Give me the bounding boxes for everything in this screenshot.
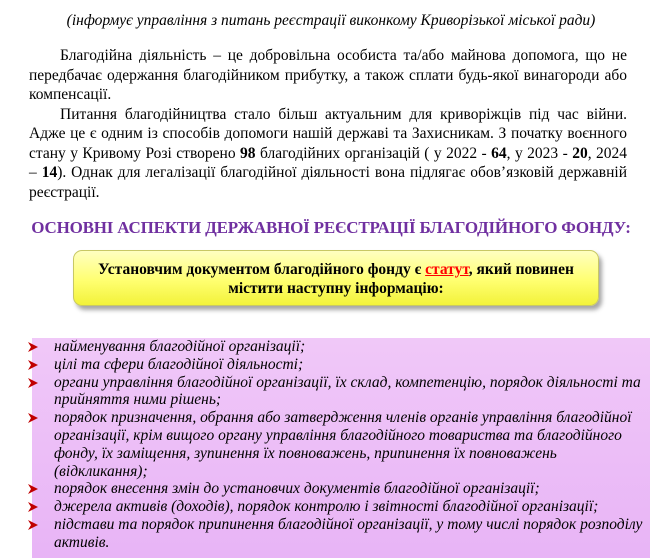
stats-text: , у 2023 - [506,144,573,162]
list-item-text: органи управління благодійної організації, їх склад, компетенцію, порядок діяльності та прийняття ними рішень; [54,373,641,409]
arrowhead-bullet-icon [28,502,38,512]
list-item [24,480,648,498]
arrowhead-bullet-icon [28,342,38,352]
arrowhead-bullet-icon [28,378,38,388]
stat-total: 98 [240,144,256,162]
section-title: ОСНОВНІ АСПЕКТИ ДЕРЖАВНОЇ РЕЄСТРАЦІЇ БЛАГОДІЙНОГО ФОНДУ: [31,218,631,237]
paragraph-definition: Благодійна діяльність – це добровільна особиста та/або майнова допомога, що не передбачає одержання благодійником прибутку, а також сплати будь-якої винагороди або компенсації. [29,47,627,103]
paragraph-statistics [29,105,627,203]
list-item-text: цілі та сфери благодійної діяльності; [54,355,304,373]
requirements-list [24,338,648,552]
stats-text: ). Однак для легалізації благодійної діяльності вона підлягає обов’язковій державній реєстрації. [29,164,627,201]
callout-text: Установчим документом благодійного фонду є [98,261,426,278]
source-note: (інформує управління з питань реєстрації виконкому Криворізької міської ради) [66,12,596,29]
callout-text: , який повинен містити наступну інформацію: [228,261,574,297]
stat-2023: 20 [572,144,588,162]
list-item-text: найменування благодійної організації; [54,338,306,355]
arrowhead-bullet-icon [28,360,38,370]
stats-text: Питання благодійництва стало більш актуальним для криворіжців під час війни. Адже це є одним із способів допомоги нашій державі та Захисникам. З початку воєнного стану у Кривому Розі створено [29,105,627,162]
stat-2022: 64 [491,144,507,162]
arrowhead-bullet-icon [28,520,38,530]
stats-text: , 2024 – [29,144,628,181]
list-item [24,409,648,480]
list-item [24,356,648,374]
list-item [24,516,648,552]
stat-2024: 14 [41,164,58,181]
list-item [24,498,648,516]
charter-callout [73,250,599,306]
list-item-text: порядок призначення, обрання або затвердження членів органів управління благодійної організації, крім вищого органу управління благодійного товариства та благодійного фонду, їх заміщення, зупинення їх повноважень, припинення їх повноважень (відкликання); [54,409,632,480]
list-item [24,338,648,356]
list-item [24,374,648,410]
list-item-text: підстави та порядок припинення благодійної організації, у тому числі порядок розподілу активів. [54,515,643,551]
list-item-text: джерела активів (доходів), порядок контролю і звітності благодійної організації; [54,498,599,516]
charter-term: статут [425,261,469,278]
list-item-text: порядок внесення змін до установчих документів благодійної організації; [54,480,540,498]
stats-text: благодійних організацій ( у 2022 - [255,144,492,162]
intro-text [29,46,627,202]
arrowhead-bullet-icon [28,413,38,423]
arrowhead-bullet-icon [28,484,38,494]
